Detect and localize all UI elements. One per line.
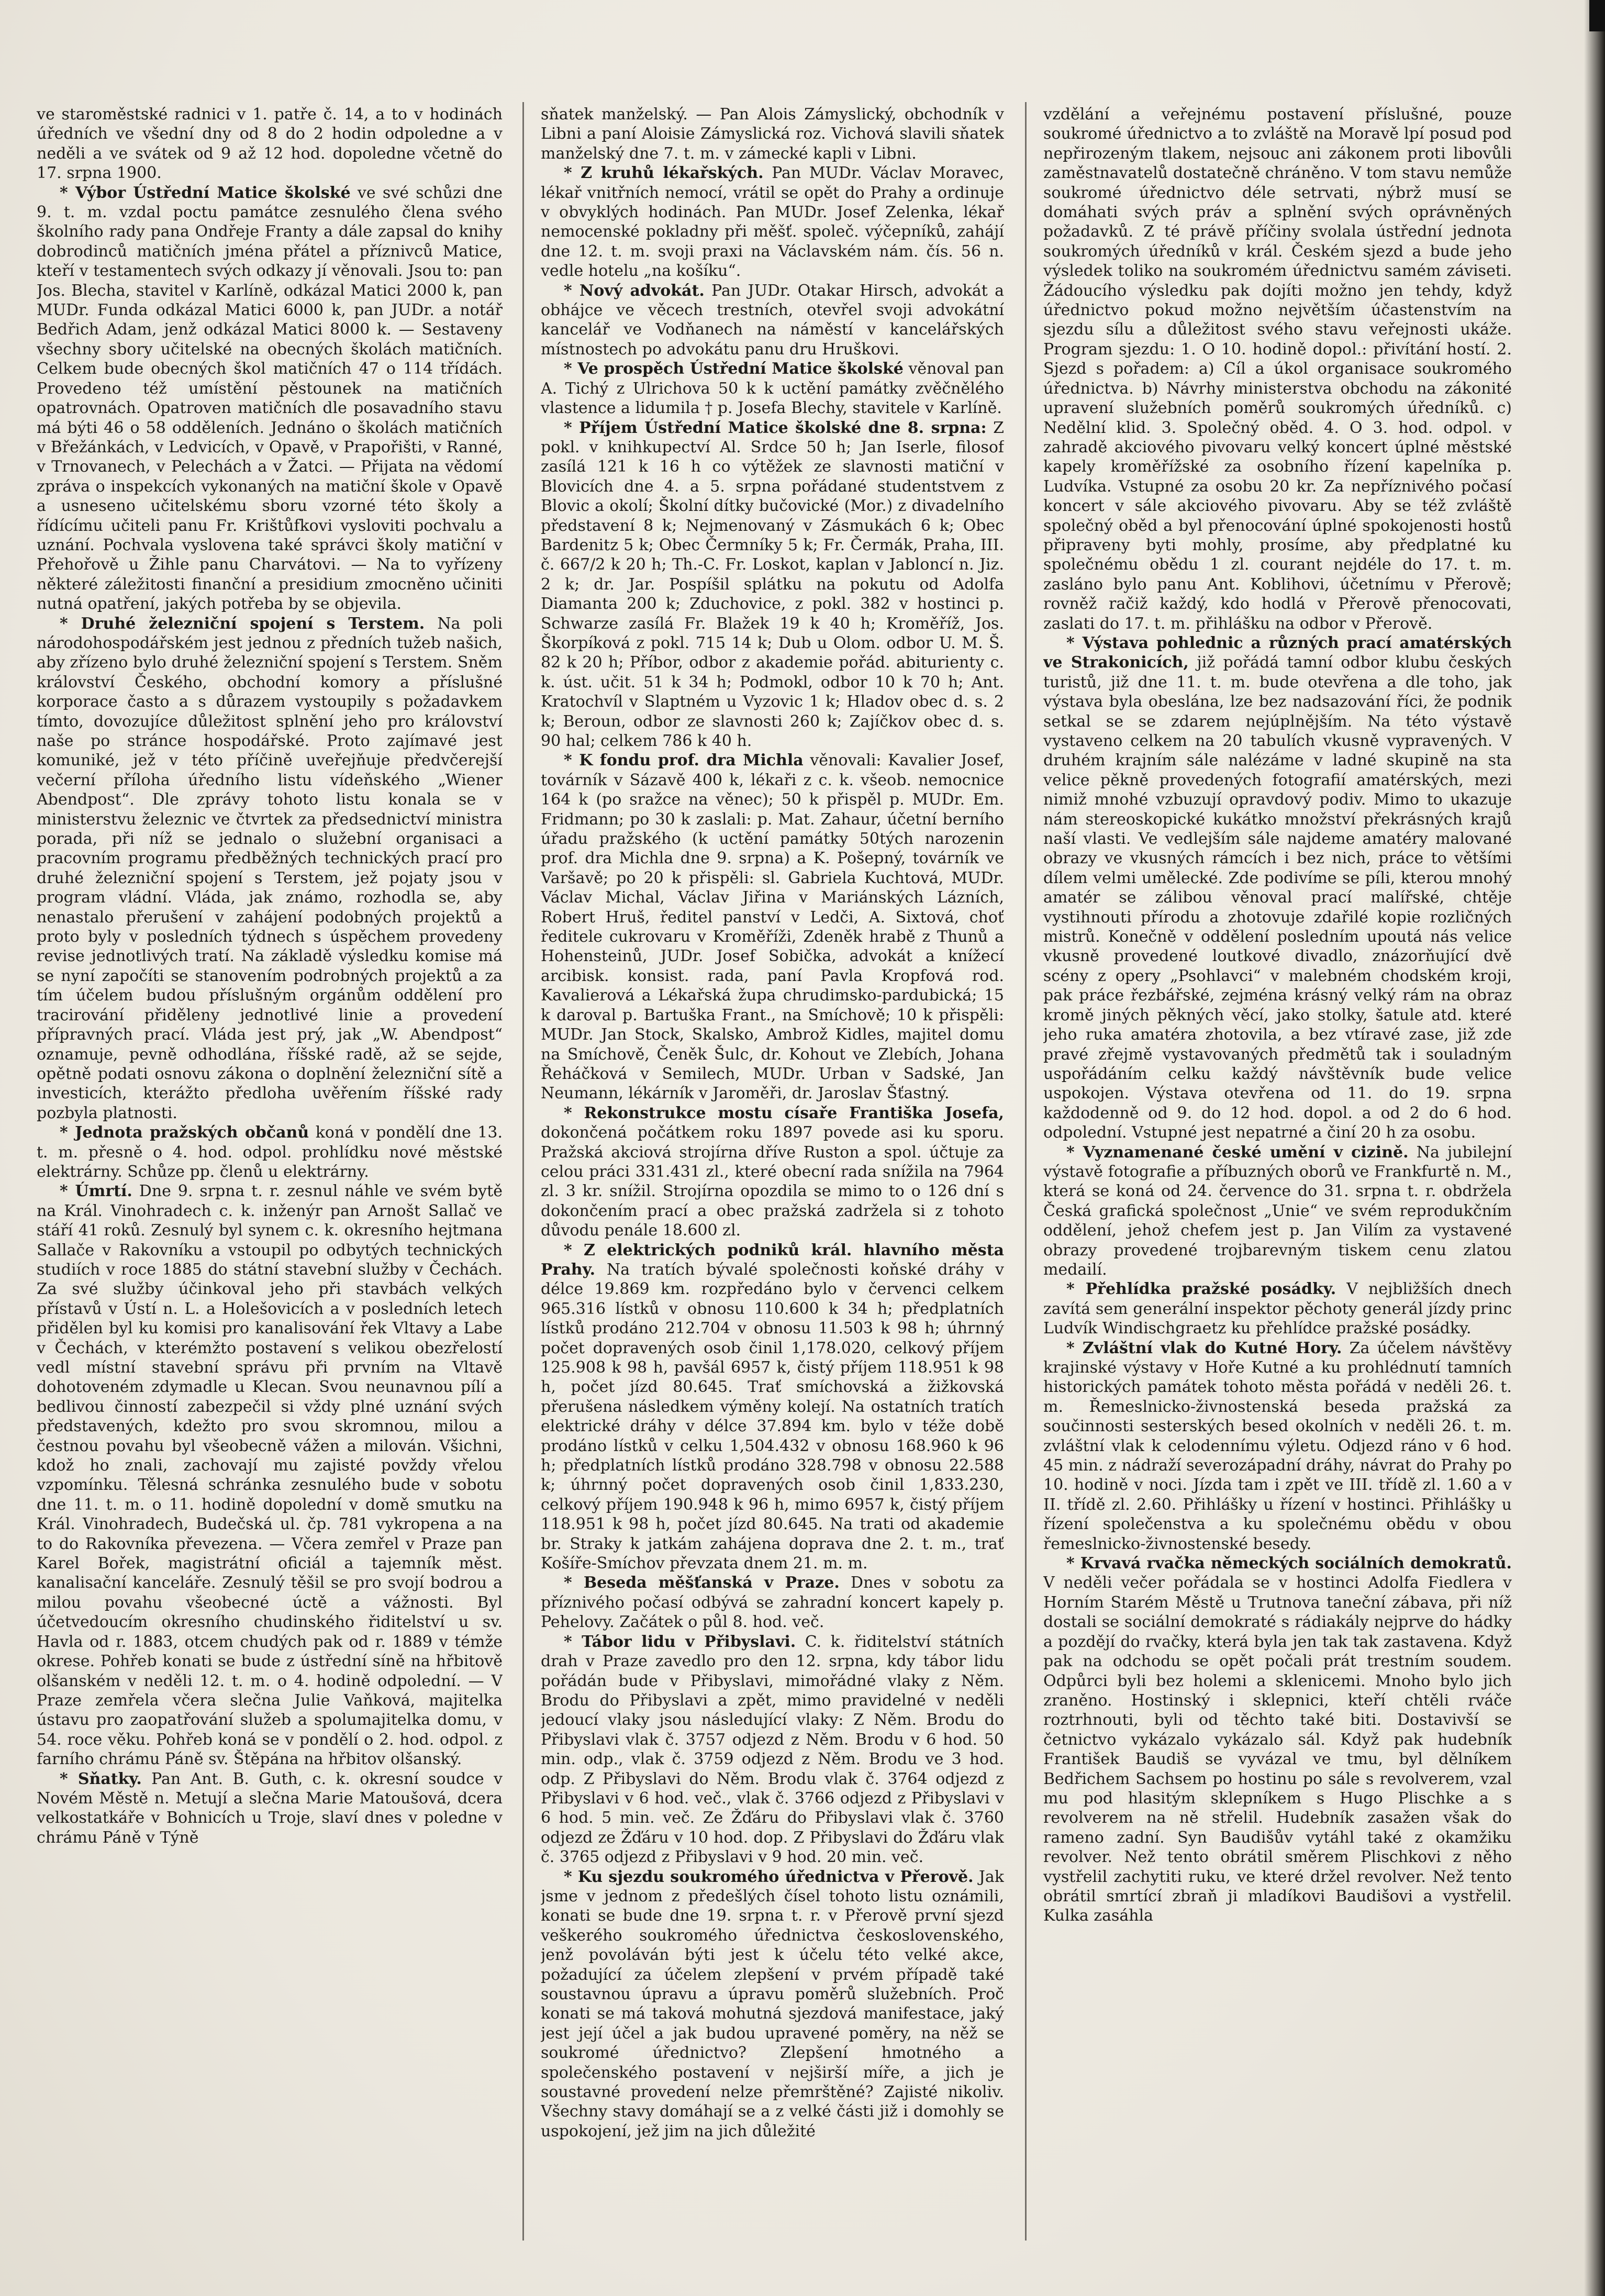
article-paragraph (37, 183, 503, 614)
article-text: V neděli večer pořádala se v hostinci Adolfa Fiedlera v Horním Starém Městě u Trutnova taneční zábava, při níž dostali se sociální demokraté s rádiakály nejprve do hádky a pozdějí do rvačky, která byla jen tak tak zastavena. Když pak na odchodu se opět počali prát trestním soudem. Odpůrci byli bez holemi a sklenicemi. Mnoho bylo jich zraněno. Hostinský i sklepnici, kteří chtěli rváče roztrhnouti, byli od těchto také biti. Dostavivší se četnictvo vykázalo vykázalo sál. Když pak hudebník František Baudiš se vyvázal ve tmu, byl dělníkem Bedřichem Sachsem po hostinu po sále s revolverem, vzal mu pod hlasitým sklepníkem s Hugo Plischke a s revolverem na ně střelil. Hudebník zasažen však do rameno zadní. Syn Baudišův vytáhl také z okamžiku revolver. Než tento obrátil směrem Plischkovi z něho vystřelil zachytiti ruku, ve které držel revolver. Než tento obrátil smrtící zbraň ji mladíkovi Baudišovi a vystřelil. Kulka zasáhla (1043, 1574, 1512, 1925)
article-text: věnoval pan A. Tichý z Ulrichova 50 k k uctění památky zvěčnělého vlastence a lidumila † p. Josefa Blechy, stavitele v Karlíně. (541, 360, 1004, 418)
article-heading: * Rekonstrukce mostu císaře Františka Josefa, (564, 1104, 1004, 1122)
article-text: Pan MUDr. Václav Moravec, lékař vnitřních nemocí, vrátil se opět do Prahy a ordinuje v obvyklých hodinách. Pan MUDr. Josef Zelenka, lékař nemocenské pokladny při měšť. společ. výčepníků, zahájí dne 12. t. m. svoji praxi na Václavském nám. čís. 56 n. vedle hotelu „na košíku“. (541, 164, 1004, 281)
corner-mark (1589, 0, 1605, 31)
article-heading: * Zvláštní vlak do Kutné Hory. (1066, 1339, 1342, 1357)
column-divider (1025, 102, 1027, 2241)
article-paragraph (37, 1769, 503, 1848)
article-paragraph (1043, 1279, 1512, 1338)
article-paragraph (37, 1182, 503, 1769)
article-heading: * Z elektrických podniků král. hlavního města Prahy. (541, 1241, 1004, 1279)
article-heading: * Druhé železniční spojení s Terstem. (60, 614, 425, 633)
article-paragraph (1043, 105, 1512, 633)
article-paragraph (541, 163, 1004, 281)
column-1 (37, 105, 503, 2241)
article-paragraph (541, 1867, 1004, 2142)
article-text: dokončená počátkem roku 1897 povede asi ku sporu. Pražská akciová strojírna dříve Ruston a spol. účtuje za celou práci 331.431 zl., které obecní rada snížila na 7964 zl. 3 kr. snížil. Strojírna opozdila se mimo to o 126 dní s dokončením prací a obec pražská zadržela si z tohoto důvodu penále 18.600 zl. (541, 1123, 1004, 1240)
article-heading: * K fondu prof. dra Michla (564, 751, 804, 770)
article-text: Na tratích bývalé společnosti koňské dráhy v délce 19.869 km. rozpředáno bylo v červenci celkem 965.316 lístků v obnosu 110.600 k 34 h; předplatních lístků prodáno 212.704 v obnosu 11.503 k 98 h; úhrnný počet dopravených osob činil 1,178.020, celkový příjem 125.908 k 98 h, pavšál 6957 k, čistý příjem 118.951 k 98 h, počet jízd 80.645. Trať smíchovská a žižkovská přerušena následkem výměny kolejí. Na ostatních tratích elektrické dráhy v délce 37.894 km. bylo v téže době prodáno lístků v celku 1,504.432 v obnosu 168.960 k 96 h; předplatních lístků prodáno 328.798 v obnosu 22.588 k; úhrnný počet dopravených osob činil 1,833.230, celkový příjem 190.948 k 96 h, mimo 6957 k, čistý příjem 118.951 k 98 h, počet jízd 80.645. Na trati od akademie br. Straky k jatkám zahájena doprava dne 2. t. m., trať Košíře-Smíchov převzata dnem 21. m. m. (541, 1260, 1004, 1573)
article-heading: * Beseda měšťanská v Praze. (564, 1574, 840, 1592)
article-heading: * Ve prospěch Ústřední Matice školské (564, 360, 904, 378)
article-text: Pan Ant. B. Guth, c. k. okresní soudce v Novém Městě n. Metují a slečna Marie Matoušová, dcera velkostatkáře v Bohnicích u Troje, slaví dnes v poledne v chrámu Páně v Týně (37, 1769, 503, 1847)
article-text: Na jubilejní výstavě fotografie a příbuzných oborů ve Frankfurtě n. M., která se koná od 24. července do 31. srpna t. r. obdržela Česká grafická společnost „Unie“ ve svém reprodukčním oddělení, jehož chefem jest p. Jan Vilím za vystavené obrazy provedené trojbarevným tiskem cenu zlatou medailí. (1043, 1143, 1512, 1279)
article-paragraph (1043, 1143, 1512, 1280)
article-heading: * Ku sjezdu soukromého úřednictva v Přerově. (564, 1867, 974, 1886)
article-text: vzdělání a veřejnému postavení příslušné, pouze soukromé úřednictvo a to zvláště na Moravě lpí posud pod nepřirozeným tlakem, nejsouc ani zákonem proti libovůli zaměstnavatelů dostatečně chráněno. V tom stavu nemůže soukromé úřednictvo déle setrvati, nýbrž musí se domáhati svých práv a splnění svých oprávněných požadavků. Z té právě příčiny svolala ústřední jednota soukromých úředníků v král. Českém sjezd a bude jeho výsledek toliko na soukromém úřednictvu samém záviseti. Žádoucího výsledku pak dojíti možno jen tehdy, když úřednictvo pokud možno největším účastenstvím na sjezdu sílu a důležitost svého stavu veřejnosti ukáže. Program sjezdu: 1. O 10. hodině dopol.: přivítání hostí. 2. Sjezd s pořadem: a) Cíl a úkol organisace soukromého úřednictva. b) Návrhy ministerstva obchodu na zákonité upravení služebních poměrů soukromých úředníků. c) Nedělní klid. 3. Společný oběd. 4. O 3. hod. odpol. v zahradě akciového pivovaru velký koncert úplné městské kapely kroměřížské za osobního řízení kapelníka p. Ludvíka. Vstupné za osobu 20 kr. Za nepříznivého počasí koncert v sále akciového pivovaru. Aby se též zvláště společný oběd a byl přenocování úplné spokojenosti hostů připraveny byti mohly, prosíme, aby předplatné ku společnému obědu 1 zl. courant nejdéle do 17. t. m. zasláno bylo panu Ant. Koblihovi, účetnímu v Přerově; rovněž račiž každý, kdo hodlá v Přerově přenocovati, zaslati do 17. t. m. přihlášku na odbor v Přerově. (1043, 105, 1512, 633)
article-paragraph (1043, 633, 1512, 1143)
article-heading: * Výbor Ústřední Matice školské (60, 183, 351, 202)
article-text: koná v pondělí dne 13. t. m. přesně o 4. hod. odpol. prohlídku nové městské elektrárny. Schůze pp. členů u elektrárny. (37, 1123, 503, 1181)
article-paragraph (541, 418, 1004, 751)
column-3 (1043, 105, 1512, 2241)
article-heading: * Vyznamenané české umění v cizině. (1066, 1143, 1409, 1162)
article-text: věnovali: Kavalier Josef, továrník v Sázavě 400 k, lékaři z c. k. všeob. nemocnice 164 k (po sražce na věnec); 50 k přispěl p. MUDr. Em. Fridmann; po 30 k zaslali: p. Mat. Zahaur, účetní berního úřadu pražského (k uctění památky 50tých narozenin prof. dra Michla dne 9. srpna) a K. Pošepný, továrník ve Varšavě; po 20 k přispěli: sl. Gabriela Kuchtová, MUDr. Václav Michal, Václav Jiřina v Mariánských Lázních, Robert Hruš, ředitel panství v Ledči, A. Sixtová, choť ředitele cukrovaru v Kroměříži, Zdeněk hrabě z Thunů a Hohensteinů, JUDr. Josef Sobička, advokát a knížecí arcibisk. konsist. rada, paní Pavla Kropfová rod. Kavalierová a Lékařská župa chrudimsko-pardubická; 15 k daroval p. Bartuška Frant., na Smíchově; 10 k přispěli: MUDr. Jan Stock, Skalsko, Ambrož Kidles, majitel domu na Smíchově, Čeněk Šulc, dr. Kohout ve Zlebích, Johana Řeháčková v Semilech, MUDr. Urban v Sadské, Jan Neumann, lékárník v Jaroměři, dr. Jaroslav Šťastný. (541, 751, 1004, 1103)
article-text: C. k. řiditelství státních drah v Praze zavedlo pro den 12. srpna, kdy tábor lidu pořádán bude v Přibyslavi, mimořádné vlaky z Něm. Brodu do Přibyslavi a zpět, mimo pravidelné v neděli jedoucí vlaky jsou následující vlaky: Z Něm. Brodu do Přibyslavi vlak č. 3757 odjezd z Něm. Brodu v 6 hod. 50 min. odp., vlak č. 3759 odjezd z Něm. Brodu ve 3 hod. odp. Z Přibyslavi do Něm. Brodu vlak č. 3764 odjezd z Přibyslavi v 6 hod. več., vlak č. 3766 odjezd z Přibyslavi v 6 hod. 5 min. več. Ze Žďáru do Přibyslavi vlak č. 3760 odjezd ze Žďáru v 10 hod. dop. Z Přibyslavi do Žďáru vlak č. 3765 odjezd z Přibyslavi v 9 hod. 20 min. več. (541, 1632, 1004, 1867)
article-paragraph (541, 1632, 1004, 1867)
article-paragraph (541, 1104, 1004, 1241)
article-heading: * Výstava pohlednic a různých prací amatérských ve Strakonicích, (1043, 633, 1512, 672)
article-text: Za účelem návštěvy krajinské výstavy v Hoře Kutné a ku prohlédnutí tamních historických památek tohoto města pořádá v neděli 26. t. m. Řemeslnicko-živnostenská beseda pražská za součinnosti sesterských besed okolních v neděli 26. t. m. zvláštní vlak k celodennímu výletu. Odjezd ráno v 6 hod. 45 min. z nádraží severozápadní dráhy, návrat do Prahy po 10. hodině v noci. Jízda tam i zpět ve III. třídě zl. 1.60 a v II. třídě zl. 2.60. Přihlášky u řízení v hostinci. Přihlášky u řízení společenstva a ku společnému obědu v obou řemeslnicko-živnostenské besedy. (1043, 1339, 1512, 1553)
article-heading: * Nový advokát. (564, 281, 705, 300)
article-paragraph (37, 614, 503, 1123)
article-heading: * Příjem Ústřední Matice školské dne 8. srpna: (564, 418, 987, 437)
article-paragraph (541, 281, 1004, 360)
article-heading: * Přehlídka pražské posádky. (1066, 1280, 1336, 1299)
article-heading: * Z kruhů lékařských. (564, 164, 764, 183)
article-text: Jak jsme v jednom z předešlých čísel tohoto listu oznámili, konati se bude dne 19. srpna t. r. v Přerově první sjezd veškerého soukromého úřednictva československého, jenž povoláván býti jest k účelu této velké akce, požadující za účelem zlepšení v prvém případě také soustavnou úpravu a úpravu poměrů služebních. Proč konati se má taková mohutná sjezdová manifestace, jaký jest její účel a jak budou upravené poměry, na něž se soukromé úřednictvo? Zlepšení hmotného a společenského postavení v nejširší míře, a jich je soustavné provedení nelze přemrštěné? Zajisté nikoliv. Všechny stavy domáhají se a z velké části již i domohly se uspokojení, jež jim na jich důležité (541, 1867, 1004, 2141)
article-heading: * Tábor lidu v Přibyslavi. (564, 1632, 796, 1651)
article-paragraph (1043, 1339, 1512, 1554)
article-paragraph (1043, 1554, 1512, 1926)
article-heading: * Sňatky. (60, 1769, 142, 1788)
article-paragraph (541, 1573, 1004, 1632)
article-paragraph (37, 1123, 503, 1182)
article-text: V nejbližších dnech zavítá sem generální inspektor pěchoty generál jízdy princ Ludvík Windischgraetz ku přehlídce pražské posádky. (1043, 1280, 1512, 1338)
article-paragraph (541, 105, 1004, 163)
article-paragraph (37, 105, 503, 183)
article-paragraph (541, 751, 1004, 1103)
article-text: Z pokl. v knihkupectví Al. Srdce 50 h; Jan Iserle, filosof zasílá 121 k 16 h co výtěžek ze slavnosti matiční v Blovicích dne 4. a 5. srpna pořádané studentstvem z Blovic a okolí; Školní dítky bučovické (Mor.) z divadelního představení 8 k; Nejmenovaný v Zásmukách 6 k; Obec Bardenitz 5 k; Obec Čermníky 5 k; Fr. Čermák, Praha, III. č. 667/2 k 20 h; Th.-C. Fr. Loskot, kaplan v Jabloncí n. Jiz. 2 k; dr. Jar. Pospíšil splátku na pokutu od Adolfa Diamanta 200 k; Zduchovice, z pokl. 382 v hostinci p. Schwarze zasílá Fr. Blažek 19 k 40 h; Kroměříž, Jos. Škorpíková z pokl. 715 14 k; Dub u Olom. odbor U. M. Š. 82 k 20 h; Příbor, odbor z akademie pořád. abiturienty c. k. úst. učit. 51 k 34 h; Podmokl, odbor 10 k 70 h; Ant. Kratochvíl v Slaptném u Vyzovic 1 k; Hladov obec d. s. 2 k; Beroun, odbor ze slavnosti 260 k; Zajíčkov obec d. s. 90 hal; celkem 786 k 40 h. (541, 418, 1004, 750)
article-paragraph (541, 1241, 1004, 1574)
article-paragraph (541, 359, 1004, 418)
column-2 (541, 105, 1004, 2241)
article-text: ve staroměstské radnici v 1. patře č. 14, a to v hodinách úředních ve všední dny od 8 do 2 hodin odpoledne a v neděli a ve svátek od 9 až 12 hod. dopoledne včetně do 17. srpna 1900. (37, 105, 503, 183)
article-text: sňatek manželský. — Pan Alois Zámyslický, obchodník v Libni a paní Aloisie Zámyslická roz. Vichová slavili sňatek manželský dne 7. t. m. v zámecké kapli v Libni. (541, 105, 1004, 163)
article-text: již pořádá tamní odbor klubu českých turistů, již dne 11. t. m. bude otevřena a dle toho, jak výstava byla obeslána, lze bez nadsazování říci, že podnik setkal se se zdarem nejúplnějším. Na této výstavě vystaveno celkem na 20 tabulích vkusně vypravených. V druhém krajním sále nalézáme v ladné skupině na sta velice pěkně provedených fotografií amatérských, mezi nimiž mnohé vzbuzují opravdový podiv. Mimo to ukazuje nám stereoskopické kukátko množství překrásných krajů naší vlasti. Ve vedlejším sále najdeme amatéry malované obrazy ve vkusných rámcích i bez nich, práce to většími dílem velmi umělecké. Zde podivíme se píli, kterou mnohý amatér se zálibou věnoval prací malířské, chtěje vystihnouti přírodu a zhotovuje zdařilé kopie rozličných mistrů. Konečně v oddělení posledním upoutá nás velice vkusně provedené loutkové divadlo, znázorňující dvě scény z opery „Psohlavci“ v malebném chodském kroji, pak práce řezbářské, zejména krásný velký rám na obraz kromě jiných pěkných věcí, jako stolky, šatule atd. které jeho ruka amatéra zhotovila, a bez vtíravé zase, již zde pravé zřejmě vystavovaných předmětů tak i souladným uspořádáním celku každý návštěvník bude velice uspokojen. Výstava otevřena od 11. do 19. srpna každodenně od 9. do 12 hod. dopol. a od 2 do 6 hod. odpolední. Vstupné jest nepatrné a činí 20 h za osobu. (1043, 653, 1512, 1142)
article-text: Dnes v sobotu za příznivého počasí odbývá se zahradní koncert kapely p. Pehelovy. Začátek o půl 8. hod. več. (541, 1574, 1004, 1632)
article-text: Na poli národohospodářském jest jednou z předních tužeb našich, aby zřízeno bylo druhé železniční spojení s Terstem. Sněm království Českého, obchodní komory a příslušné korporace často a s důrazem vystoupily s požadavkem tímto, dovozujíce důležitost splnění jeho pro království naše po stránce hospodářské. Proto zajímavé jest komuniké, jež v této příčině uveřejňuje předvčerejší večerní příloha úředního listu vídeňského „Wiener Abendpost“. Dle zprávy tohoto listu konala se v ministerstvu železnic ve čtvrtek za předsednictví ministra porada, při níž se jednalo o služební organisaci a pracovním programu předběžných technických prací pro druhé železniční spojení s Terstem, jež pojaty jsou v program vládní. Vláda, jak známo, rozhodla se, aby nenastalo přerušení v zahájení podobných projektů a proto byly v posledních týdnech s úspěchem provedeny revise jednotlivých tratí. Na základě výsledku komise má se nyní započíti se stanovením podrobných projektů a za tím účelem budou příslušným orgánům oddělení pro tracirování přiděleny jednotlivé linie a provedení přípravných prací. Vláda jest prý, jak „W. Abendpost“ oznamuje, pevně odhodlána, říšské radě, až se sejde, opětně podati osnovu zákona o doplnění železniční sítě a investicích, kterážto předloha uvěřením říšské rady pozbyla platnosti. (37, 614, 503, 1122)
article-heading: * Úmrtí. (60, 1182, 132, 1201)
page-edge-shadow (1584, 0, 1605, 2296)
article-heading: * Krvavá rvačka německých sociálních demokratů. (1066, 1554, 1512, 1573)
column-divider (522, 102, 524, 2241)
article-text: Dne 9. srpna t. r. zesnul náhle ve svém bytě na Král. Vinohradech c. k. inženýr pan Arnošt Sallač ve stáří 41 roků. Zesnulý byl synem c. k. okresního hejtmana Sallače v Rakovníku a vstoupil po odbytých technických studiích v roce 1885 do státní stavební služby v Čechách. Za své služby účinkoval jeho při stavbách velkých přístavů v Ústí n. L. a Holešovicích a v posledních letech přidělen byl ku komisi pro kanalisování řek Vltavy a Labe v Čechách, v kterémžto postavení s velikou obezřelostí vedl místní stavební správu při prvním na Vltavě dohotoveném zdymadle u Klecan. Svou neunavnou pílí a bedlivou činností zabezpečil si vždy plné uznání svých představených, kdežto pro svou skromnou, milou a čestnou povahu byl všeobecně vážen a milován. Všichni, kdož ho znali, zachovají mu zajisté povždy vřelou vzpomínku. Tělesná schránka zesnulého bude v sobotu dne 11. t. m. o 11. hodině dopolední v domě smutku na Král. Vinohradech, Budečská ul. čp. 781 vykropena a na to do Rakovníka převezena. — Včera zemřel v Praze pan Karel Bořek, magistrátní oficiál a tajemník měst. kanalisační kanceláře. Zesnulý těšil se pro svojí bodrou a milou povahu všeobecné úctě a vážnosti. Byl účetvedoucím okresního chudinského řiditelství u sv. Havla od r. 1883, otcem chudých pak od r. 1889 v témže okrese. Pohřeb konati se bude z ústřední síně na hřbitově olšanském v neděli 12. t. m. o 4. hodině odpolední. — V Praze zemřela včera slečna Julie Vaňková, majitelka ústavu pro zaopatřování služeb a spolumajitelka domu, v 54. roce věku. Pohřeb koná se v pondělí o 2. hod. odpol. z farního chrámu Páně sv. Štěpána na hřbitov olšanský. (37, 1182, 503, 1769)
article-heading: * Jednota pražských občanů (60, 1123, 309, 1142)
article-text: Pan JUDr. Otakar Hirsch, advokát a obhájce ve věcech trestních, otevřel svoji advokátní kancelář ve Vodňanech na náměstí v kancelářských místnostech po advokátu panu dru Hruškovi. (541, 281, 1004, 359)
article-text: ve své schůzi dne 9. t. m. vzdal poctu památce zesnulého člena svého školního rady pana Ondřeje Franty a dále zapsal do knihy dobrodinců matičních jména přátel a příznivců Matice, kteří v testamentech svých odkazy jí věnovali. Jsou to: pan Jos. Blecha, stavitel v Karlíně, odkázal Matici 2000 k, pan MUDr. Funda odkázal Matici 6000 k, pan JUDr. a notář Bedřich Adam, jenž odkázal Matici 8000 k. — Sestaveny všechny sbory učitelské na obecných školách matičních. Celkem bude obecných škol matičních 47 o 114 třídách. Provedeno též umístění pěstounek na matičních opatrovnách. Opatroven matičních dle posavadního stavu má býti 46 o 58 odděleních. Jednáno o školách matičních v Břežánkách, v Ledvicích, v Opavě, v Prapořišti, v Ranné, v Trnovanech, v Pelechách a v Žatci. — Přijata na vědomí zpráva o inspekcích vykonaných na matiční škole v Opavě a usneseno učitelskému sboru vzorné této školy a řídícímu učiteli panu Fr. Krištůfkovi vysloviti pochvalu a uznání. Pochvala vyslovena také správci školy matiční v Přehořově u Žihle panu Charvátovi. — Na to vyřízeny některé záležitosti finanční a presidium zmocněno učiniti nutná opatření, jakých potřeba by se objevila. (37, 183, 503, 614)
